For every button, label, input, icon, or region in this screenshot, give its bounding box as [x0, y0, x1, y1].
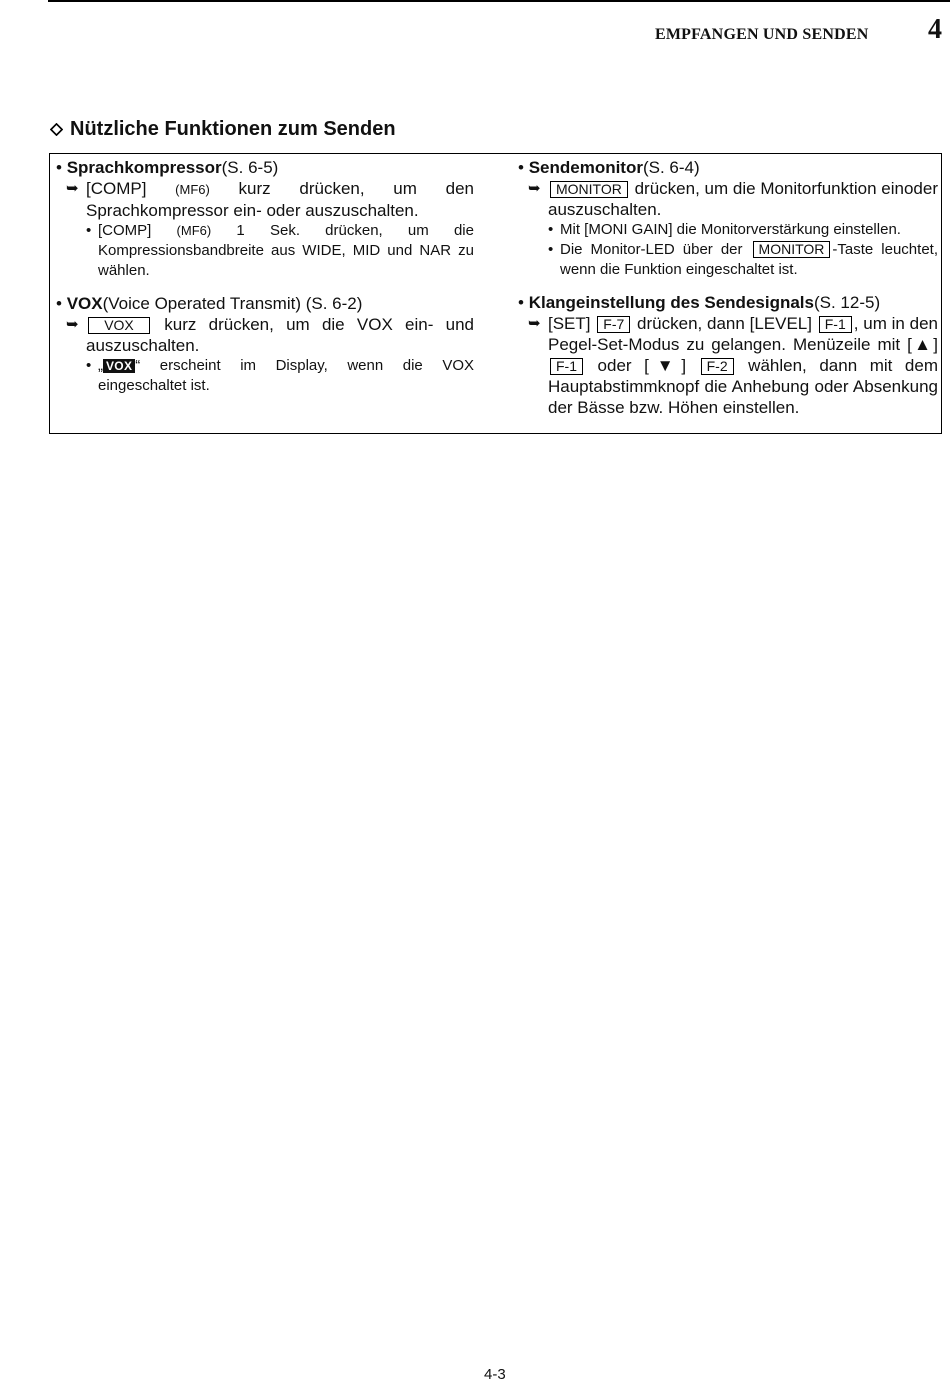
arrow-icon: ➥: [528, 180, 541, 197]
arrow-icon: ➥: [528, 315, 541, 332]
vox-item: [56, 293, 474, 396]
arrow-icon: ➥: [66, 180, 79, 197]
sub-bullet: •: [548, 221, 554, 238]
instruction-text: [COMP] (MF6) kurz drücken, um den Sprachkompressor ein- oder auszuschalten.: [86, 179, 474, 220]
monitor-key: MONITOR: [753, 241, 831, 258]
monitor-item: [518, 157, 938, 280]
left-column: [56, 157, 474, 408]
compressor-item: [56, 157, 474, 281]
bullet: •: [518, 293, 524, 312]
page-number: 4-3: [484, 1366, 506, 1383]
item-title: Sendemonitor: [528, 158, 643, 177]
chapter-title: EMPFANGEN UND SENDEN: [655, 26, 869, 43]
vox-indicator-badge: VOX: [103, 359, 135, 373]
sub-text: „ VOX “ erscheint im Display, wenn die VOX eingeschaltet ist.: [98, 357, 474, 394]
sub-text: Mit [MONI GAIN] die Monitorverstärkung einstellen.: [560, 221, 901, 238]
instruction-text: [SET] F-7 drücken, dann [LEVEL] F-1 , um in den Pegel-Set-Modus zu gelangen. Menüzeile mit [▲] F-1 oder [▼] F-2 wählen, dann mit dem Hauptabstimmknopf die Anhebung oder Absenkung der Bässe bzw. Höhen einstellen.: [548, 314, 938, 417]
right-column: [518, 157, 938, 430]
sub-text: [COMP] (MF6) 1 Sek. drücken, um die Kompressionsbandbreite aus WIDE, MID und NAR zu wählen.: [98, 222, 474, 279]
tone-item: [518, 292, 938, 418]
item-title: Sprachkompressor: [66, 158, 222, 177]
bullet: •: [518, 158, 524, 177]
functions-box: [49, 153, 942, 434]
arrow-icon: ➥: [66, 316, 79, 333]
sub-bullet: •: [548, 241, 554, 258]
page-ref: (S. 6-5): [221, 158, 279, 177]
top-rule: [48, 0, 950, 2]
page-ref: (Voice Operated Transmit) (S. 6-2): [102, 294, 363, 313]
sub-text: Die Monitor-LED über der MONITOR -Taste leuchtet, wenn die Funktion eingeschaltet ist.: [560, 241, 938, 278]
sub-bullet: •: [86, 357, 92, 374]
f2-key: F-2: [701, 358, 734, 375]
item-title: Klangeinstellung des Sendesignals: [528, 293, 814, 312]
instruction-text: MONITOR drücken, um die Monitorfunktion einoder auszuschalten.: [548, 179, 938, 219]
sub-bullet: •: [86, 222, 92, 239]
section-title: Nützliche Funktionen zum Senden: [70, 118, 396, 140]
section-heading: [50, 118, 396, 141]
page-ref: (S. 6-4): [642, 158, 700, 177]
bullet: •: [56, 294, 62, 313]
chapter-number: 4: [928, 14, 942, 45]
f1-key: F-1: [550, 358, 583, 375]
diamond-icon: [50, 123, 63, 136]
instruction-text: VOX kurz drücken, um die VOX ein- und auszuschalten.: [86, 315, 474, 355]
vox-key: VOX: [88, 317, 150, 334]
bullet: •: [56, 158, 62, 177]
page-ref: (S. 12-5): [813, 293, 881, 312]
f7-key: F-7: [597, 316, 630, 333]
item-title: VOX: [66, 294, 103, 313]
monitor-key: MONITOR: [550, 181, 628, 198]
f1-key: F-1: [819, 316, 852, 333]
